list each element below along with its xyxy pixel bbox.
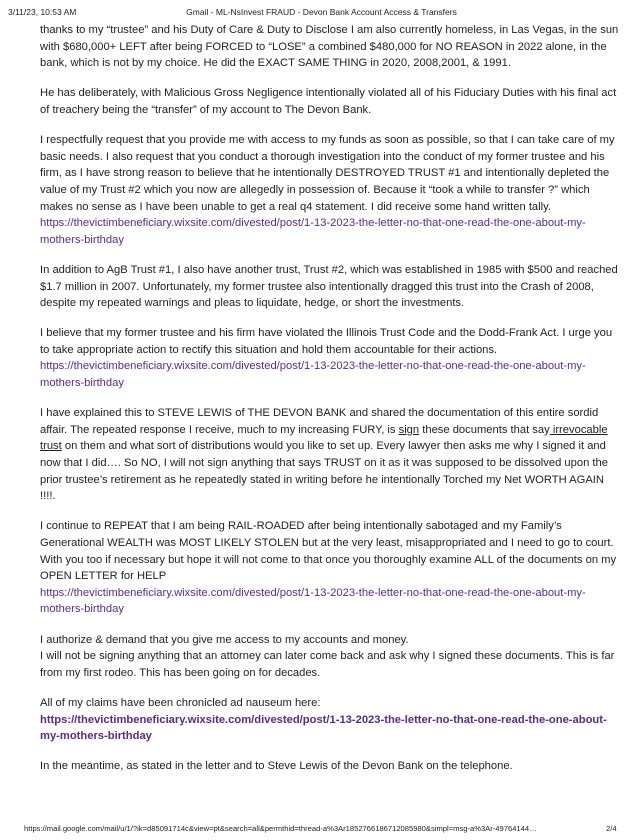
print-footer-url: https://mail.google.com/mail/u/1/?ik=d85091714c&view=pt&search=all&permthid=thread-a%3Ar1852766186712085980&simpl=msg-a%3Ar-49764144… (24, 824, 537, 833)
authorize-line: I authorize & demand that you give me access to my accounts and money. (40, 633, 409, 646)
paragraph-rail-roaded-text: I continue to REPEAT that I am being RAIL-ROADED after being intentionally sabotaged and my Family’s Generational WEALTH was MOST LIKELY STOLEN but at the very least, misappropriated and I need to go to court. With you too if necessary but hope it will not come to that once you thoroughly examine ALL of the documents on my OPEN LETTER for HELP (40, 520, 617, 583)
paragraph-claims-chronicled (40, 695, 620, 745)
paragraph-meantime: In the meantime, as stated in the letter and to Steve Lewis of the Devon Bank on the telephone. (40, 760, 513, 773)
blog-post-link-2[interactable]: https://thevictimbeneficiary.wixsite.com/divested/post/1-13-2023-the-letter-no-that-one-read-the-one-about-my-mothers-birthday (40, 360, 586, 390)
paragraph-steve-lewis-text-b: these documents that say (419, 423, 550, 436)
underlined-irrevocable-trust: irrevocable trust (40, 423, 608, 453)
email-body (40, 22, 620, 789)
email-subject-title: Gmail - ML-NsInvest FRAUD - Devon Bank Account Access & Transfers (186, 7, 457, 17)
paragraph-illinois-trust-code (40, 325, 620, 391)
page-number: 2/4 (606, 824, 617, 833)
paragraph-homeless: thanks to my “trustee” and his Duty of Care & Duty to Disclose I am also currently homeless, in Las Vegas, in the sun with $680,000+ LEFT after being FORCED to “LOSE” a combined $480,000 for NO REASON in 2022 alone, in the bank, which is not by my choice. He did the EXACT SAME THING in 2020, 2008,2001, & 1991. (40, 24, 619, 70)
paragraph-rail-roaded (40, 518, 620, 618)
paragraph-steve-lewis-text-c: on them and what sort of distributions would you like to set up. Every lawyer then asks me why I signed it and now that I did…. So NO, I will not sign anything that says TRUST on it as it was supposed to be dissolved upon the prior trustee’s retirement as he repeatedly stated in writing before he intentionally Torched my Net WORTH AGAIN !!!!. (40, 440, 608, 503)
paragraph-steve-lewis-text-a: I have explained this to STEVE LEWIS of THE DEVON BANK and shared the documentation of this entire sordid affair. The repeated response I receive, much to my increasing FURY, is (40, 407, 599, 436)
paragraph-request-access (40, 132, 620, 248)
not-signing-line: I will not be signing anything that an attorney can later come back and ask why I signed these documents. This is far from my first rodeo. This has been going on for decades. (40, 650, 615, 679)
paragraph-authorize-demand (40, 632, 620, 682)
print-footer (0, 824, 643, 836)
paragraph-steve-lewis (40, 405, 620, 505)
paragraph-trust-2: In addition to AgB Trust #1, I also have another trust, Trust #2, which was established in 1985 with $500 and reached $1.7 million in 2007. Unfortunately, my former trustee also intentionally dragged this trust into the Crash of 2008, despite my repeated warnings and pleas to liquidate, hedge, or short the investments. (40, 263, 618, 310)
paragraph-fiduciary-duties: He has deliberately, with Malicious Gross Negligence intentionally violated all of his Fiduciary Duties with his final act of treachery being the “transfer” of my account to The Devon Bank. (40, 87, 617, 116)
print-header (0, 7, 643, 21)
blog-post-link-4[interactable]: https://thevictimbeneficiary.wixsite.com/divested/post/1-13-2023-the-letter-no-that-one-read-the-one-about-my-mothers-birthday (40, 713, 607, 743)
claims-chronicled-text: All of my claims have been chronicled ad nauseum here: (40, 696, 321, 709)
blog-post-link-3[interactable]: https://thevictimbeneficiary.wixsite.com/divested/post/1-13-2023-the-letter-no-that-one-read-the-one-about-my-mothers-birthday (40, 586, 586, 616)
paragraph-request-access-text: I respectfully request that you provide me with access to my funds as soon as possible, so that I can take care of my basic needs. I also request that you conduct a thorough investigation into the conduct of my former trustee and his firm, as I have strong reason to believe that he intentionally DESTROYED TRUST #1 and intentionally depleted the value of my Trust #2 which you now are allegedly in possession of. Because it “took a while to transfer ?” which makes no sense as I have been unable to get a real q4 statement. I did receive some hand written tally. (40, 134, 615, 213)
paragraph-illinois-trust-code-text: I believe that my former trustee and his firm have violated the Illinois Trust Code and the Dodd-Frank Act. I urge you to take appropriate action to rectify this situation and hold them accountable for their actions. (40, 327, 613, 356)
blog-post-link-1[interactable]: https://thevictimbeneficiary.wixsite.com/divested/post/1-13-2023-the-letter-no-that-one-read-the-one-about-my-mothers-birthday (40, 217, 586, 246)
underlined-sign: sign (398, 423, 420, 436)
print-timestamp: 3/11/23, 10:53 AM (8, 7, 77, 17)
